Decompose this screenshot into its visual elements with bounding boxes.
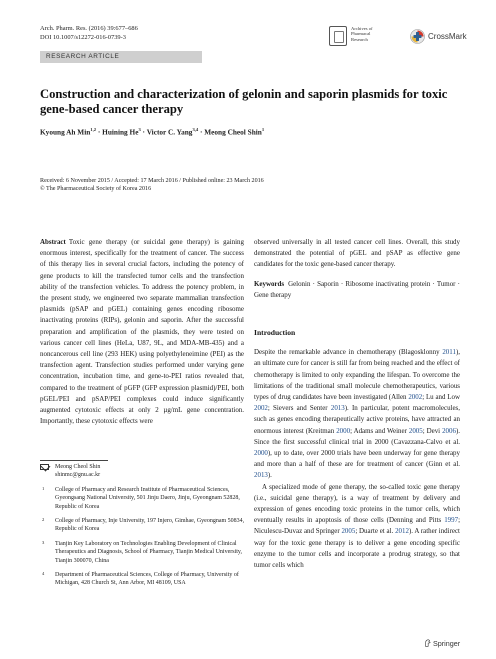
affiliation xyxy=(40,571,248,588)
article-title: Construction and characterization of gelonin and saporin plasmids for toxic gene-based cancer therapy xyxy=(40,87,448,116)
correspondence xyxy=(40,463,248,480)
author-affiliation-marker: 1,2 xyxy=(90,127,97,132)
publisher-name: Springer xyxy=(433,639,461,648)
footnotes xyxy=(40,463,248,594)
citation-link[interactable]: 2000 xyxy=(336,426,351,435)
paragraph-text: ; Sievers and Senter xyxy=(267,404,331,413)
keywords-label: Keywords xyxy=(254,279,285,288)
paragraph-text: Despite the remarkable advance in chemotherapy (Blagosklonny xyxy=(254,348,443,357)
author-separator: · xyxy=(96,127,103,137)
journal-logo-line: Research xyxy=(351,36,368,42)
author-name[interactable]: Meong Cheol Shin xyxy=(204,127,262,137)
journal-citation: Arch. Pharm. Res. (2016) 39:677–686 xyxy=(40,25,138,32)
abstract-label: Abstract xyxy=(40,238,66,246)
publication-dates xyxy=(40,177,264,193)
affiliation-number: 3 xyxy=(42,539,45,545)
crossmark-icon xyxy=(410,29,425,44)
abstract-text: Toxic gene therapy (or suicidal gene therapy) is gaining enormous interest, specifically for the treatment of cancer. The success of this therapy lies in several crucial factors, including the potency of gene products to kill the transfected tumor cells and the transfection ability of the transfection vehicles. To address the potency problem, in the present study, we engineered two separate mammalian transfection plasmids (pSAP and pGEL) containing genes encoding ribosome inactivating proteins (RIPs), gelonin and saporin. After the successful preparation and amplification of the plasmids, they were tested on various cancer cell lines (HeLa, U87, 9L, and MDA-MB-435) and a noncancerous cell line (293 HEK) using polyethyleneimine (PEI) as the transfection agent. Transfection studies performed under varying gene concentration, incubation time, and gene-to-PEI ratios revealed that, compared to the treatment of pGFP (GFP expression plasmid)/PEI, both pGEL/PEI and pSAP/PEI complexes could induce significantly augmented cytotoxic effects at only 2 µg/mL gene concentration. Importantly, these cytotoxic effects were xyxy=(40,238,244,426)
author-separator: · xyxy=(198,127,205,137)
doi[interactable]: DOI 10.1007/s12272-016-0739-3 xyxy=(40,34,126,41)
author-name[interactable]: Victor C. Yang xyxy=(146,127,193,137)
author-list xyxy=(40,127,264,136)
affiliation xyxy=(40,486,248,511)
crossmark-badge[interactable] xyxy=(410,29,485,45)
affiliation-number: 4 xyxy=(42,571,45,577)
journal-seal-icon xyxy=(329,26,347,46)
affiliation-text: College of Pharmacy and Research Institute of Pharmaceutical Sciences, Gyeongsang National University, 501 Jinju Daero, Jinju, Gyeongnam 52828, Republic of Korea xyxy=(55,486,240,510)
paragraph-text: ). In particular, potent macromolecules, such as genes encoding therapeutically active proteins, have attracted an enormous interest (Kreitman xyxy=(254,404,460,435)
copyright: © The Pharmaceutical Society of Korea 2016 xyxy=(40,186,152,192)
affiliation xyxy=(40,517,248,534)
keywords xyxy=(254,279,460,301)
citation-link[interactable]: 2013 xyxy=(254,471,268,480)
paragraph-text: ; Adams and Weiner xyxy=(350,426,409,435)
citation-link[interactable]: 2006 xyxy=(442,426,456,435)
affiliation-text: Tianjin Key Laboratory on Technologies Enabling Development of Clinical Therapeutics and Diagnosis, School of Pharmacy, Tianjin Medical University, Tianjin 300070, China xyxy=(55,540,243,564)
date-history: Received: 6 November 2015 / Accepted: 17 March 2016 / Published online: 23 March 2016 xyxy=(40,178,264,184)
paragraph-text: ). Since the first successful clinical trial in 2000 (Cavazzana-Calvo et al. xyxy=(254,426,460,446)
paragraph-text: ). xyxy=(267,471,272,480)
keywords-text: Gelonin · Saporin · Ribosome inactivating protein · Tumor · Gene therapy xyxy=(254,279,460,299)
author-name[interactable]: Huining He xyxy=(102,127,139,137)
publisher-logo xyxy=(424,639,460,648)
journal-logo-text xyxy=(351,26,373,42)
paragraph-text: ). A rather indirect way for the toxic gene therapy is to deliver a gene encoding specific enzyme to the tumor cells and incorporate a prodrug strategy, so that tumor cells which xyxy=(254,527,460,570)
section-heading-introduction: Introduction xyxy=(254,328,296,338)
affiliation-text: Department of Pharmaceutical Sciences, College of Pharmacy, University of Michigan, 428 Church St, Ann Arbor, MI 48109, USA xyxy=(55,572,239,587)
affiliation xyxy=(40,540,248,565)
author-affiliation-marker: 1 xyxy=(261,127,265,132)
intro-paragraph-2 xyxy=(254,482,460,572)
abstract-column xyxy=(40,237,244,427)
paragraph-text: ; Lu and Low xyxy=(422,393,460,402)
paragraph-text: ), up to date, over 2000 trials have been underway for gene therapy and more than a half of these are for treatment of cancer (Ginn et al. xyxy=(254,449,460,469)
citation-link[interactable]: 2012 xyxy=(395,527,409,536)
footnote-divider xyxy=(40,460,108,461)
article-type-band xyxy=(40,51,202,63)
correspondence-email[interactable]: shinmc@gnu.ac.kr xyxy=(55,472,101,479)
citation-link[interactable]: 1997 xyxy=(444,516,459,525)
journal-logo[interactable] xyxy=(329,25,399,49)
journal-logo-line: Archives of xyxy=(351,26,373,31)
affiliation-number: 2 xyxy=(42,517,45,523)
abstract xyxy=(40,237,244,427)
crossmark-label: CrossMark xyxy=(428,32,467,41)
journal-header xyxy=(40,24,138,42)
paragraph-text: A specialized mode of gene therapy, the so-called toxic gene therapy (i.e., suicidal gene therapy), is a way of treatment by delivery and expression of genes encoding toxic proteins in the tumor cells, which eventually results in apoptosis of those cells (Denning and Pitts xyxy=(254,482,460,525)
citation-link[interactable]: 2002 xyxy=(408,393,423,402)
springer-horse-icon xyxy=(424,639,431,647)
paragraph-text: ), an ultimate cure for cancer is still far from being reached and the effect of chemotherapy is limited to only expanding the lifespan. To overcome the limitations of the traditional small molecule chemotherapeutics, various types of drug candidates have been investigated (Allen xyxy=(254,348,460,402)
correspondence-name: Meong Cheol Shin xyxy=(55,464,101,470)
citation-link[interactable]: 2005 xyxy=(408,426,423,435)
citation-link[interactable]: 2013 xyxy=(330,404,345,413)
citation-link[interactable]: 2011 xyxy=(442,348,456,357)
paragraph-text: ; Niculescu-Duvaz and Springer xyxy=(254,516,460,536)
paragraph-text: ; Devi xyxy=(422,426,443,435)
author-affiliation-marker: 3,4 xyxy=(192,127,199,132)
citation-link[interactable]: 2005 xyxy=(341,527,356,536)
affiliation-text: College of Pharmacy, Inje University, 197 Injero, Gimhae, Gyeongnam 50834, Republic of Korea xyxy=(55,518,245,533)
envelope-icon xyxy=(40,464,49,470)
abstract-continued: observed universally in all tested cancer cell lines. Overall, this study demonstrated the potential of pGEL and pSAP as effective gene candidates for the toxic gene-based cancer therapy. xyxy=(254,238,460,269)
article-type: RESEARCH ARTICLE xyxy=(46,53,120,60)
author-name[interactable]: Kyoung Ah Min xyxy=(40,127,91,137)
paragraph-text: ; Duarte et al. xyxy=(355,527,396,536)
citation-link[interactable]: 2000 xyxy=(254,449,268,458)
citation-link[interactable]: 2002 xyxy=(254,404,268,413)
affiliation-number: 1 xyxy=(42,485,45,491)
author-affiliation-marker: 3 xyxy=(138,127,141,132)
right-column xyxy=(254,237,460,571)
author-separator: · xyxy=(140,127,147,137)
journal-logo-line: Pharmacal xyxy=(351,31,371,37)
intro-paragraph-1 xyxy=(254,347,460,481)
